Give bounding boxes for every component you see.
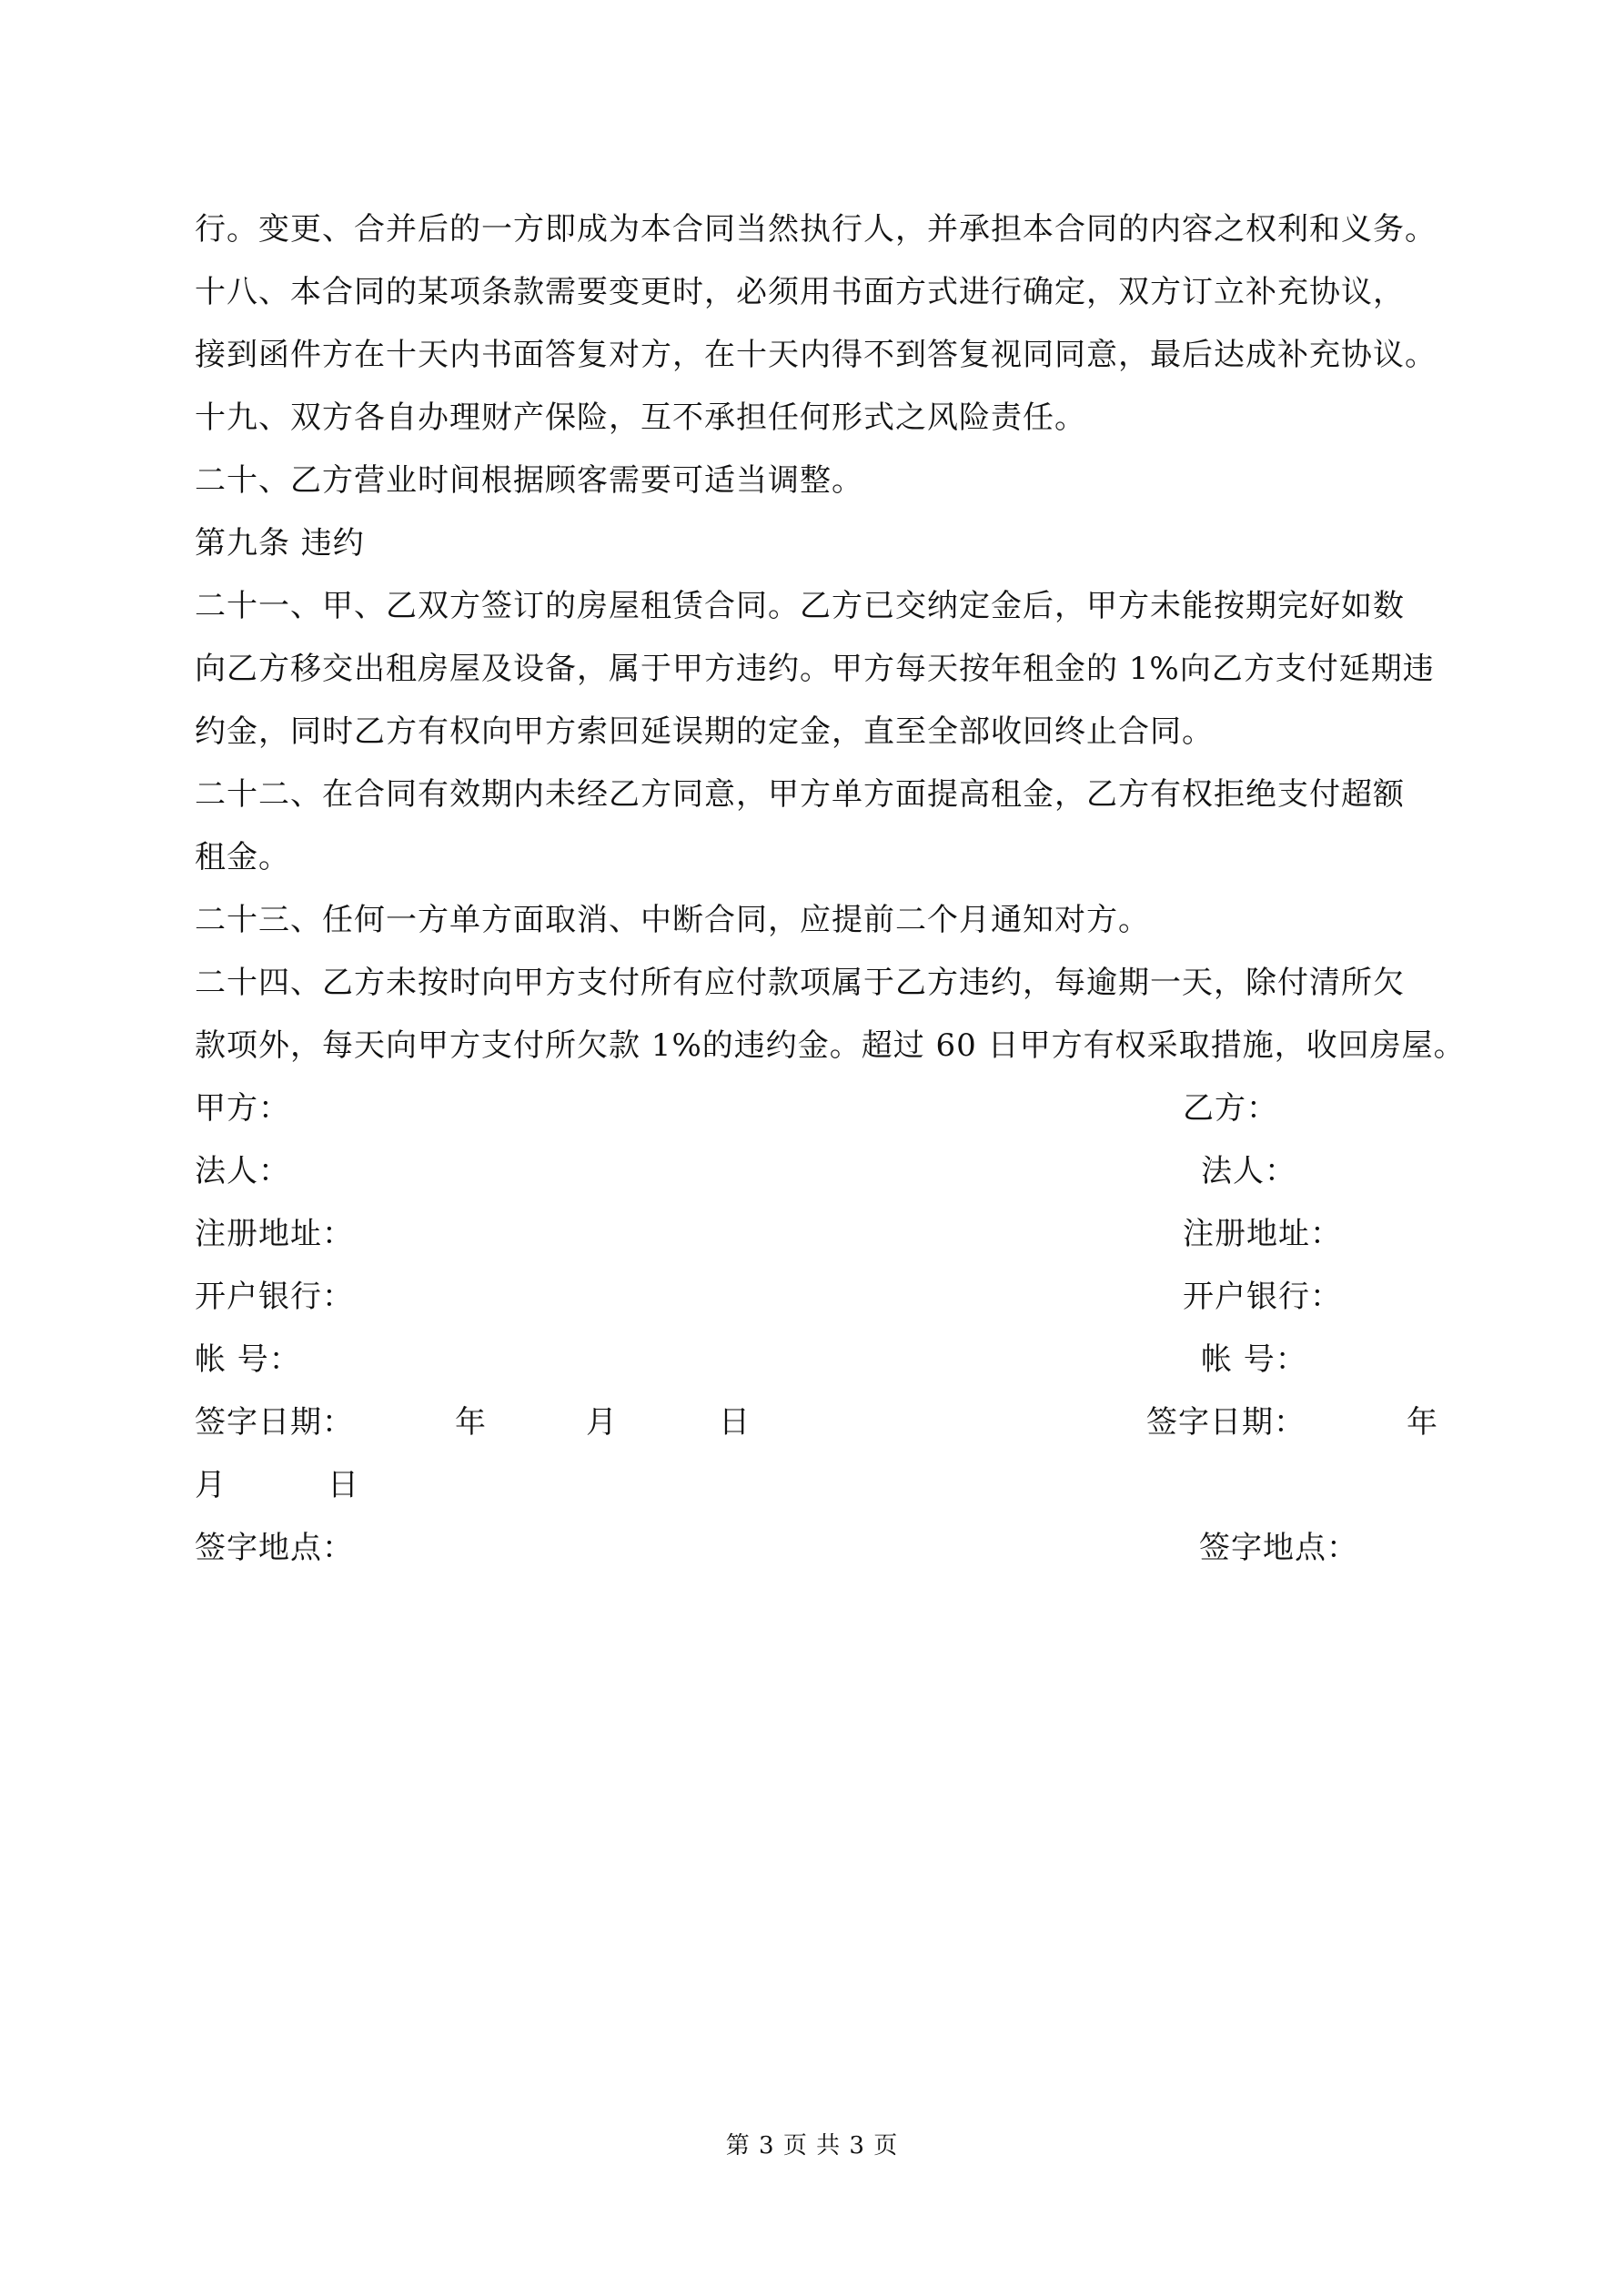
date-b-label: 签字日期： [1146, 1404, 1306, 1441]
signature-row-account [195, 1329, 1437, 1391]
paragraph-line: 二十二、在合同有效期内未经乙方同意，甲方单方面提高租金，乙方有权拒绝支付超额 [195, 776, 1405, 813]
signature-row-address [195, 1203, 1437, 1266]
paragraph-line: 十九、双方各自办理财产保险，互不承担任何形式之风险责任。 [195, 400, 1086, 436]
party-a-label: 甲方： [195, 1090, 290, 1127]
signature-row-place [195, 1517, 1437, 1580]
paragraph-line: 租金。 [195, 839, 290, 875]
signature-row-date-continued [195, 1454, 1437, 1517]
party-b-label: 乙方： [1183, 1090, 1278, 1127]
signature-row-bank [195, 1266, 1437, 1329]
date-a-day: 日 [719, 1404, 751, 1441]
page-footer: 第 3 页 共 3 页 [725, 2132, 899, 2159]
date-a-month: 月 [586, 1404, 618, 1441]
account-a-label: 帐 号： [195, 1341, 301, 1378]
place-b-label: 签字地点： [1199, 1530, 1358, 1566]
section-heading: 第九条 违约 [195, 525, 365, 561]
paragraph-line: 行。变更、合并后的一方即成为本合同当然执行人，并承担本合同的内容之权利和义务。 [195, 211, 1437, 248]
bank-b-label: 开户银行： [1183, 1279, 1342, 1315]
paragraph-line: 款项外，每天向甲方支付所欠款 1%的违约金。超过 60 日甲方有权采取措施，收回房屋。 [195, 1027, 1466, 1064]
paragraph-line: 二十一、甲、乙双方签订的房屋租赁合同。乙方已交纳定金后，甲方未能按期完好如数 [195, 588, 1405, 624]
paragraph-line: 向乙方移交出租房屋及设备，属于甲方违约。甲方每天按年租金的 1%向乙方支付延期违 [195, 651, 1435, 687]
account-b-label: 帐 号： [1201, 1341, 1307, 1378]
signature-row-legal [195, 1140, 1437, 1203]
signature-row-date [195, 1391, 1437, 1454]
bank-a-label: 开户银行： [195, 1279, 354, 1315]
contract-body [195, 198, 1466, 1580]
date-a-label: 签字日期： [195, 1404, 354, 1441]
paragraph-line: 二十四、乙方未按时向甲方支付所有应付款项属于乙方违约，每逾期一天，除付清所欠 [195, 965, 1405, 1001]
paragraph-line: 二十三、任何一方单方面取消、中断合同，应提前二个月通知对方。 [195, 902, 1150, 938]
signature-row-party [195, 1077, 1437, 1140]
paragraph-line: 约金，同时乙方有权向甲方索回延误期的定金，直至全部收回终止合同。 [195, 713, 1214, 750]
legal-a-label: 法人： [195, 1153, 290, 1189]
date-b-day: 日 [328, 1467, 359, 1503]
date-b-year: 年 [1407, 1404, 1438, 1441]
date-b-month: 月 [195, 1467, 227, 1503]
legal-b-label: 法人： [1201, 1153, 1296, 1189]
place-a-label: 签字地点： [195, 1530, 354, 1566]
address-b-label: 注册地址： [1183, 1216, 1342, 1252]
paragraph-line: 二十、乙方营业时间根据顾客需要可适当调整。 [195, 462, 863, 499]
paragraph-line: 十八、本合同的某项条款需要变更时，必须用书面方式进行确定，双方订立补充协议， [195, 274, 1405, 310]
date-a-year: 年 [455, 1404, 487, 1441]
address-a-label: 注册地址： [195, 1216, 354, 1252]
paragraph-line: 接到函件方在十天内书面答复对方，在十天内得不到答复视同同意，最后达成补充协议。 [195, 337, 1437, 373]
